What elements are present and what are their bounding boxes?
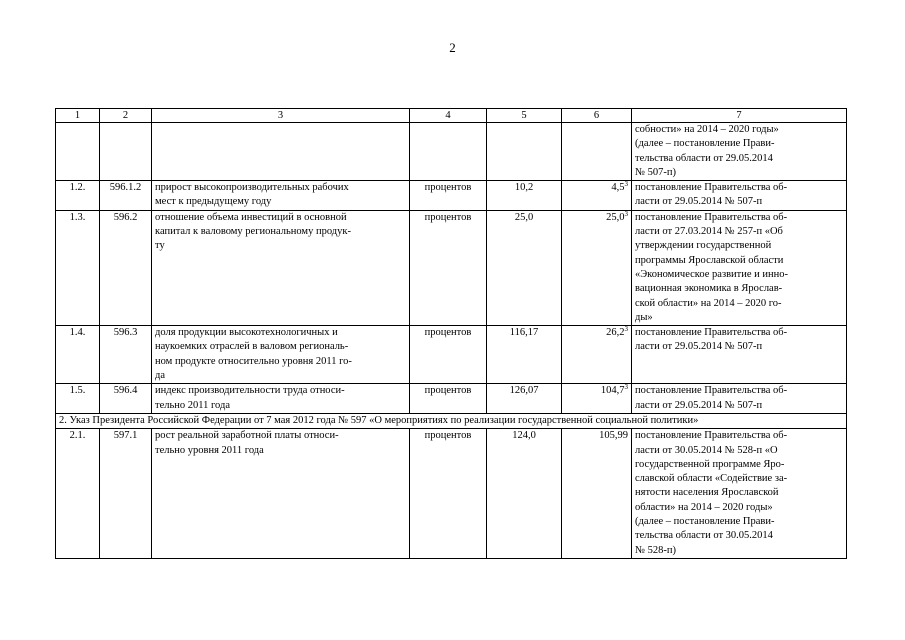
text-line: ласти от 29.05.2014 № 507-п [635,341,763,353]
continuation-row [56,123,847,181]
table-row [56,181,847,211]
row-number: 1.2. [56,181,100,211]
source-document [632,429,847,559]
row-number: 1.5. [56,384,100,414]
actual-value [562,429,632,559]
text-line: собности» на 2014 – 2020 годы» [635,124,779,135]
text-line: ласти от 29.05.2014 № 507-п [635,399,763,411]
header-cell: 5 [487,109,562,123]
target-value: 116,17 [487,326,562,384]
section-header-row [56,413,847,428]
header-cell: 3 [152,109,410,123]
text-line: ту [155,240,165,252]
text-line: «Экономическое развитие и инно- [635,268,789,280]
section-header: 2. Указ Президента Российской Федерации от 7 мая 2012 года № 597 «О мероприятиях по реализации государственной социальной политики» [56,413,847,428]
text-line: славской области «Содействие за- [635,473,788,485]
footnote-mark: 3 [624,325,628,334]
text-line: области» на 2014 – 2020 годы» [635,501,773,513]
table-row [56,429,847,559]
target-value: 124,0 [487,429,562,559]
indicator-code: 596.3 [100,326,152,384]
unit: процентов [410,429,487,559]
empty-cell [152,123,410,181]
indicator-name [152,210,410,325]
indicator-name [152,326,410,384]
row-number: 1.3. [56,210,100,325]
target-value: 25,0 [487,210,562,325]
source-document [632,326,847,384]
row-number: 1.4. [56,326,100,384]
continuation-source-cell [632,123,847,181]
text-line: ды» [635,311,653,323]
indicator-name [152,181,410,211]
empty-cell [562,123,632,181]
footnote-mark: 3 [624,383,628,392]
row-number: 2.1. [56,429,100,559]
table-row [56,326,847,384]
target-value: 126,07 [487,384,562,414]
text-line: № 528-п) [635,544,677,556]
text-line: тельно 2011 года [155,399,231,411]
text-line: наукоемких отраслей в валовом региональ- [155,341,349,353]
actual-value [562,210,632,325]
text-line: мест к предыдущему году [155,196,272,208]
text-line: тельства области от 30.05.2014 [635,530,773,542]
text-line: ласти от 30.05.2014 № 528-п «О [635,444,778,456]
text-line: государственной программе Яро- [635,458,785,470]
text-line: вационная экономика в Ярослав- [635,283,783,295]
actual-value-text: 4,5 [611,182,625,194]
actual-value-text: 104,7 [600,385,625,397]
actual-value [562,181,632,211]
text-line: тельства области от 29.05.2014 [635,152,773,164]
text-line: индекс производительности труда относи- [155,385,345,397]
text-line: постановление Правительства об- [635,430,788,442]
unit: процентов [410,326,487,384]
actual-value [562,384,632,414]
indicator-code: 596.2 [100,210,152,325]
empty-cell [487,123,562,181]
indicator-name [152,384,410,414]
text-line: тельно уровня 2011 года [155,444,264,456]
table-row [56,210,847,325]
text-line: ласти от 27.03.2014 № 257-п «Об [635,226,783,238]
text-line: постановление Правительства об- [635,211,788,223]
unit: процентов [410,181,487,211]
unit: процентов [410,384,487,414]
header-cell: 1 [56,109,100,123]
indicators-table [55,108,847,559]
text-line: отношение объема инвестиций в основной [155,211,347,223]
indicator-code: 596.1.2 [100,181,152,211]
indicator-code: 596.4 [100,384,152,414]
text-line: прирост высокопроизводительных рабочих [155,182,349,194]
text-line: нятости населения Ярославской [635,487,779,499]
text-line: постановление Правительства об- [635,182,788,194]
actual-value-text: 25,0 [606,211,625,223]
unit: процентов [410,210,487,325]
source-document [632,210,847,325]
actual-value-text: 105,99 [599,430,628,442]
header-cell: 2 [100,109,152,123]
text-line: да [155,370,166,382]
footnote-mark: 3 [624,180,628,189]
text-line: утверждении государственной [635,240,772,252]
source-document [632,181,847,211]
text-line: капитал к валовому региональному продук- [155,226,351,238]
indicator-code: 597.1 [100,429,152,559]
text-line: постановление Правительства об- [635,327,788,339]
page-number: 2 [449,40,456,55]
table-row [56,384,847,414]
target-value: 10,2 [487,181,562,211]
empty-cell [100,123,152,181]
text-line: рост реальной заработной платы относи- [155,430,339,442]
text-line: № 507-п) [635,166,677,178]
text-line: (далее – постановление Прави- [635,516,775,528]
text-line: (далее – постановление Прави- [635,138,775,150]
text-line: ном продукте относительно уровня 2011 го- [155,355,352,367]
header-cell: 4 [410,109,487,123]
indicator-name [152,429,410,559]
footnote-mark: 3 [624,209,628,218]
text-line: ласти от 29.05.2014 № 507-п [635,196,763,208]
table-header-row [56,109,847,123]
actual-value-text: 26,2 [606,327,625,339]
empty-cell [410,123,487,181]
text-line: постановление Правительства об- [635,385,788,397]
text-line: ской области» на 2014 – 2020 го- [635,297,782,309]
source-document [632,384,847,414]
header-cell: 7 [632,109,847,123]
empty-cell [56,123,100,181]
actual-value [562,326,632,384]
text-line: доля продукции высокотехнологичных и [155,327,338,339]
text-line: программы Ярославской области [635,254,784,266]
header-cell: 6 [562,109,632,123]
